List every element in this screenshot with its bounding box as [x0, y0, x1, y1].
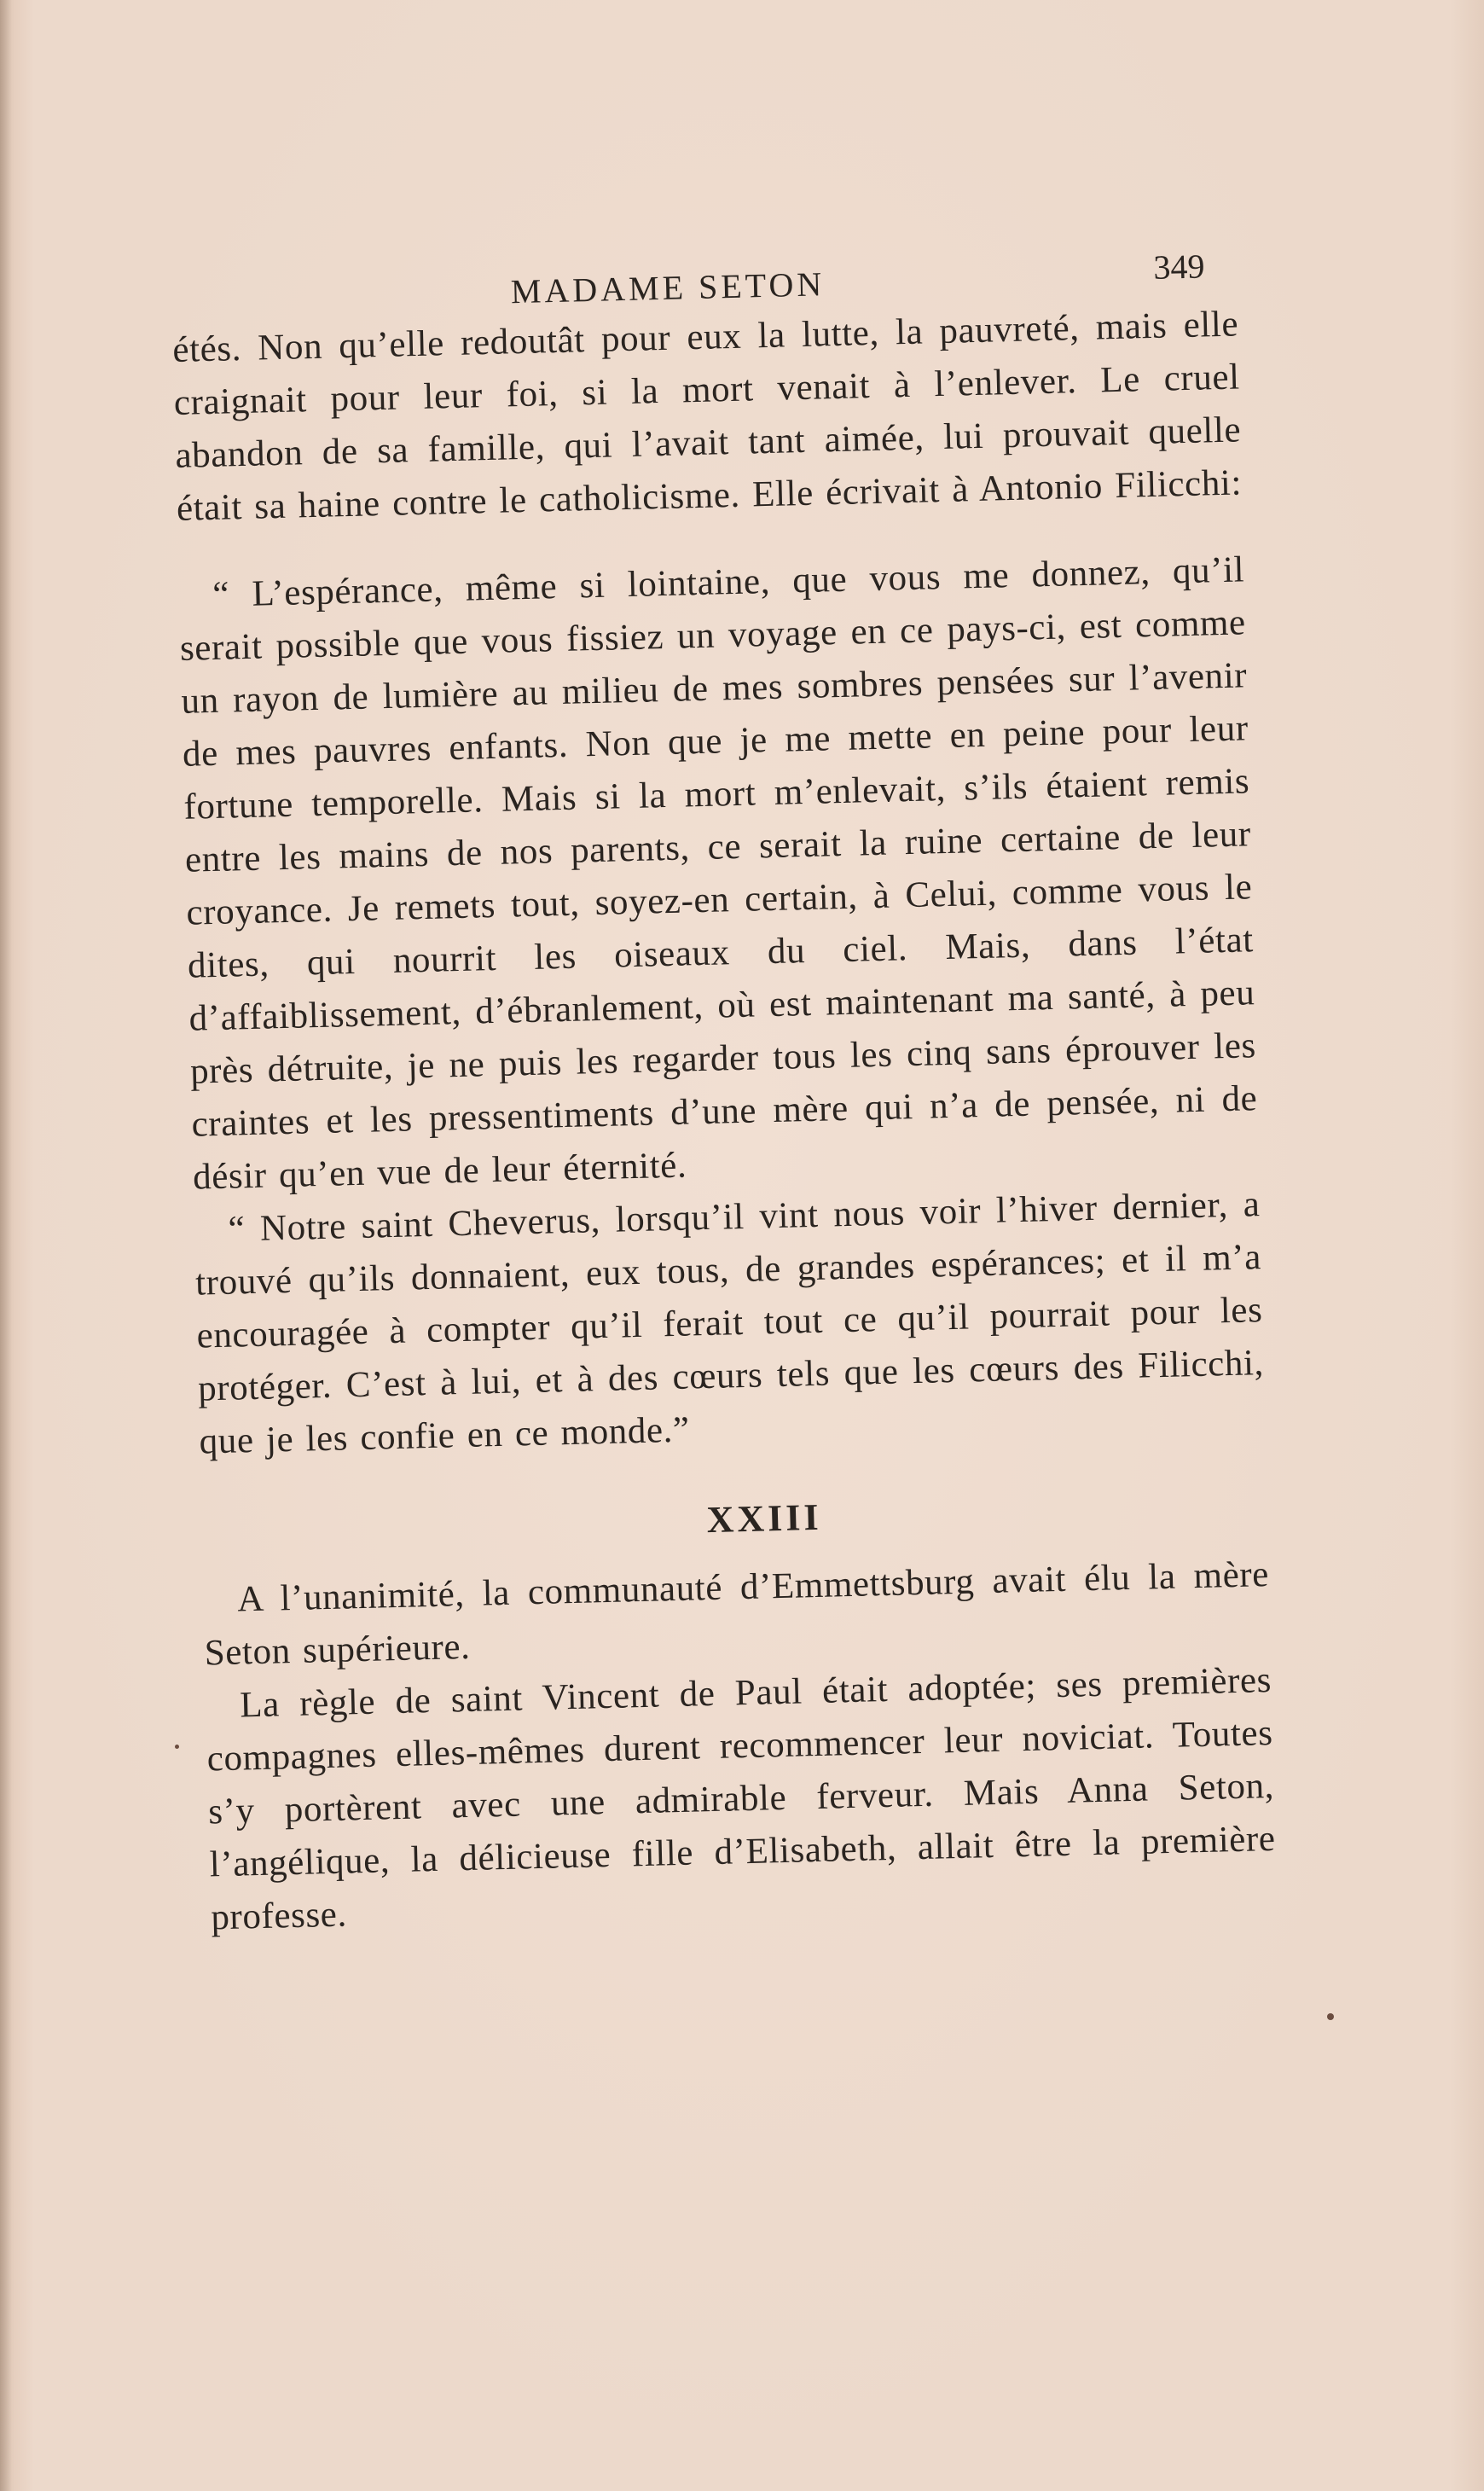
running-head-title: MADAME SETON [510, 264, 826, 311]
paragraph-rule: La règle de saint Vincent de Paul était adoptée; ses premières compagnes elles-mêmes durent recommencer leur noviciat. Toutes s’y portèrent avec une admirable ferveur. Mais Anna Seton, l’angélique, la délicieuse fille d’Elisabeth, allait être la première professe. [206, 1659, 1277, 1938]
section-heading: XXIII [706, 1495, 823, 1542]
paragraph-intro: étés. Non qu’elle redoutât pour eux la lutte, la pauvreté, mais elle craignait pour leur foi, si la mort venait à l’enlever. Le cruel abandon de sa famille, qui l’avait tant aimée, lui prouvait quelle était sa haine contre le catholicisme. Elle écrivait à Antonio Filicchi: [171, 304, 1243, 529]
page-number: 349 [1152, 247, 1205, 287]
binding-shadow [0, 0, 12, 2491]
text-block [171, 238, 1278, 1944]
paragraph-letter-quote-2: “ Notre saint Cheverus, lorsqu’il vint nous voir l’hiver dernier, a trouvé qu’ils donnaient, eux tous, de grandes espérances; et il m’a encouragée à compter qu’il ferait tout ce qu’il pourrait pour les protéger. C’est à lui, et à des cœurs tels que les cœurs des Filicchi, que je les confie en ce monde.” [194, 1184, 1265, 1462]
paper-speck [1327, 2013, 1334, 2020]
paragraph-election: A l’unanimité, la communauté d’Emmettsburg avait élu la mère Seton supérieure. [204, 1553, 1270, 1674]
paper-speck [175, 1745, 179, 1749]
paragraph-letter-quote-1: “ L’espérance, même si lointaine, que vous me donnez, qu’il serait possible que vous fissiez un voyage en ce pays-ci, est comme un rayon de lumière au milieu de mes sombres pensées sur l’avenir de mes pauvres enfants. Non que je me mette en peine pour leur fortune temporelle. Mais si la mort m’enlevait, s’ils étaient remis entre les mains de nos parents, ce serait la ruine certaine de leur croyance. Je remets tout, soyez-en certain, à Celui, comme vous le dites, qui nourrit les oiseaux du ciel. Mais, dans l’état d’affaiblissement, d’ébranlement, où est maintenant ma santé, à peu près détruite, je ne puis les regarder tous les cinq sans éprouver les craintes et les pressentiments d’une mère qui n’a de pensée, ni de désir qu’en vue de leur éternité. [179, 549, 1258, 1198]
